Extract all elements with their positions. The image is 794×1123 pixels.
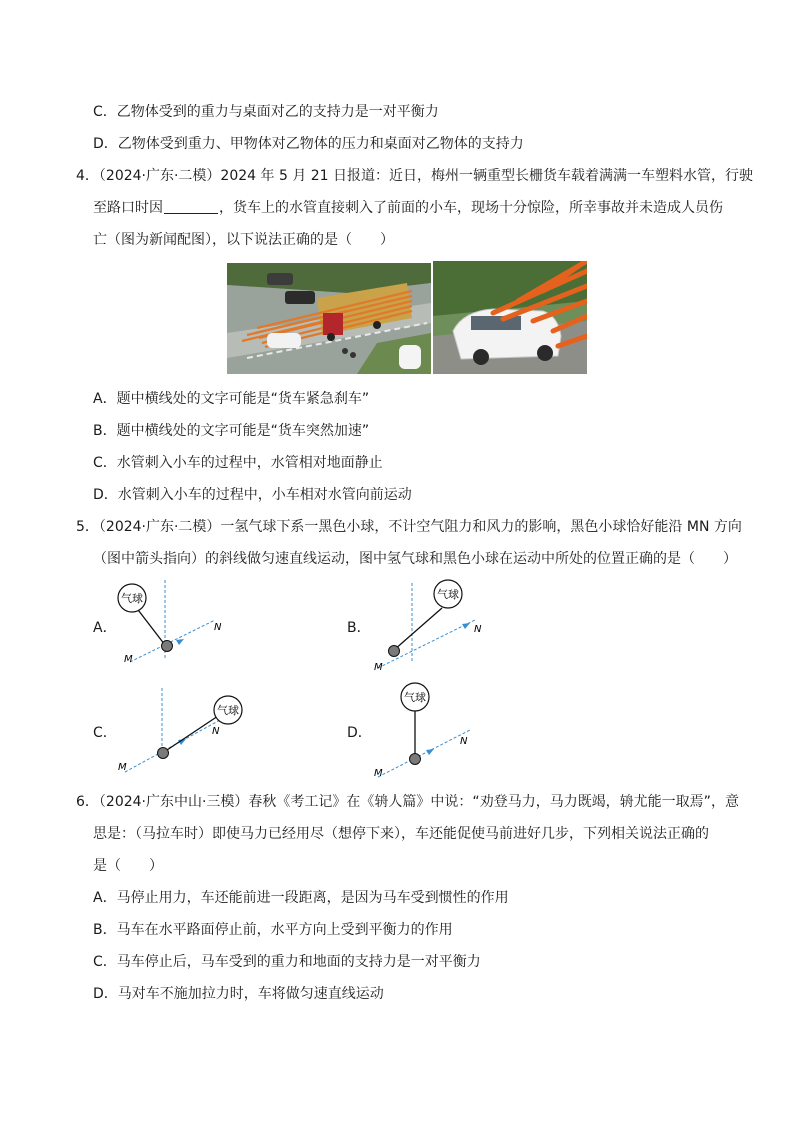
point-m-label: M xyxy=(374,662,383,673)
q6-option-c: C．马车停止后，马车受到的重力和地面的支持力是一对平衡力 xyxy=(93,954,481,970)
q3-option-d: D．乙物体受到重力、甲物体对乙物体的压力和桌面对乙物体的支持力 xyxy=(93,136,524,152)
point-m-label: M xyxy=(374,768,383,779)
q5-stem-line2: （图中箭头指向）的斜线做匀速直线运动，图中氢气球和黑色小球在运动中所处的位置正确的是（ ） xyxy=(93,551,737,567)
diagram-b xyxy=(370,578,500,673)
q4-option-c: C．水管刺入小车的过程中，水管相对地面静止 xyxy=(93,455,383,471)
q5-label-c: C． xyxy=(93,725,117,741)
q5-label-a: A． xyxy=(93,620,117,636)
q6-stem-line3: 是（ ） xyxy=(93,858,163,874)
diagram-a xyxy=(110,580,240,670)
q4-stem-line1: 4．（2024·广东·二模）2024 年 5 月 21 日报道：近日，梅州一辆重型长栅货车载着满满一车塑料水管，行驶 xyxy=(76,168,754,184)
q4-option-a: A．题中横线处的文字可能是“货车紧急刹车” xyxy=(93,391,370,407)
balloon-label: 气球 xyxy=(217,704,239,717)
q6-option-a: A．马停止用力，车还能前进一段距离，是因为马车受到惯性的作用 xyxy=(93,890,509,906)
point-n-label: N xyxy=(460,736,468,747)
news-photo-truck-intersection xyxy=(227,263,431,374)
point-n-label: N xyxy=(214,622,222,633)
q4-stem-line2 xyxy=(93,199,723,217)
q5-stem-line1: 5．（2024·广东·二模）一氢气球下系一黑色小球，不计空气阻力和风力的影响，黑色小球恰好能沿 MN 方向 xyxy=(76,519,742,535)
balloon-label: 气球 xyxy=(437,588,459,601)
q5-label-d: D． xyxy=(347,725,372,741)
balloon-label: 气球 xyxy=(121,592,143,605)
q4-option-d: D．水管刺入小车的过程中，小车相对水管向前运动 xyxy=(93,487,412,503)
truck-photo-drawing xyxy=(227,263,431,374)
balloon-label: 气球 xyxy=(404,691,426,704)
q4-stem-line2-b: ，货车上的水管直接刺入了前面的小车，现场十分惊险，所幸事故并未造成人员伤 xyxy=(219,200,723,216)
q6-stem-line1: 6．（2024·广东中山·三模）春秋《考工记》在《辀人篇》中说：“劝登马力，马力既竭，辀尤能一取焉”，意 xyxy=(76,794,739,810)
point-m-label: M xyxy=(118,762,127,773)
diagram-d xyxy=(370,682,500,782)
news-photo-pipes-in-car xyxy=(433,261,587,374)
point-m-label: M xyxy=(124,654,133,665)
q4-stem-line2-a: 至路口时因 xyxy=(93,200,163,216)
car-photo-drawing xyxy=(433,261,587,374)
point-n-label: N xyxy=(212,726,220,737)
q4-stem-line3: 亡（图为新闻配图），以下说法正确的是（ ） xyxy=(93,232,394,248)
q5-label-b: B． xyxy=(347,620,371,636)
q6-option-b: B．马车在水平路面停止前，水平方向上受到平衡力的作用 xyxy=(93,922,453,938)
q4-option-b: B．题中横线处的文字可能是“货车突然加速” xyxy=(93,423,370,439)
diagram-c xyxy=(110,688,260,776)
q6-stem-line2: 思是：（马拉车时）即使马力已经用尽（想停下来），车还能促使马前进好几步，下列相关说法正确的 xyxy=(93,826,709,842)
q3-option-c: C．乙物体受到的重力与桌面对乙的支持力是一对平衡力 xyxy=(93,104,439,120)
q6-option-d: D．马对车不施加拉力时，车将做匀速直线运动 xyxy=(93,986,384,1002)
point-n-label: N xyxy=(474,624,482,635)
fill-blank xyxy=(164,199,218,214)
